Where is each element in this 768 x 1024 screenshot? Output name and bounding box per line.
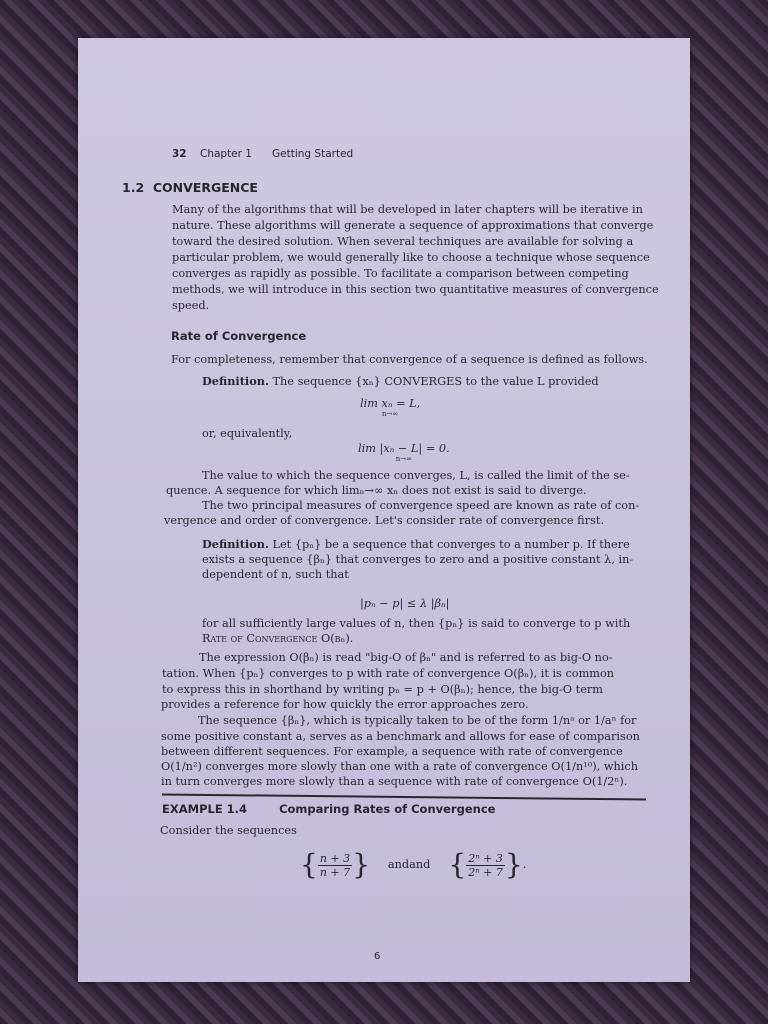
text-line: The value to which the sequence converges, L, is called the limit of the se-: [202, 469, 630, 482]
equation-limit-abs: lim |xₙ − L| = 0. n→∞: [358, 442, 450, 463]
chapter-label: Chapter 1: [199, 148, 252, 160]
definition-1: Definition. The sequence {xₙ} CONVERGES to the value L provided: [202, 374, 599, 388]
running-header: [172, 147, 353, 161]
equivalently-text: or, equivalently,: [202, 427, 293, 440]
section-heading: 1.2 CONVERGENCE: [122, 180, 258, 195]
text-line: Many of the algorithms that will be developed in later chapters will be iterative in: [172, 203, 643, 216]
text-line: nature. These algorithms will generate a sequence of approximations that converge: [172, 219, 654, 232]
text-line: The sequence {βₙ}, which is typically taken to be of the form 1/nᵃ or 1/aⁿ for: [198, 714, 637, 727]
text-line: dependent of n, such that: [202, 568, 349, 581]
equation-limit: lim xₙ = L, n→∞: [360, 397, 421, 418]
subsection-heading: Rate of Convergence: [171, 329, 307, 343]
completeness-text: For completeness, remember that convergence of a sequence is defined as follows.: [171, 353, 648, 366]
text-line: methods, we will introduce in this section two quantitative measures of convergence: [172, 283, 659, 296]
footer-page-number: 6: [374, 951, 381, 962]
chapter-title: Getting Started: [272, 148, 354, 160]
text-line: tation. When {pₙ} converges to p with rate of convergence O(βₙ), it is common: [162, 667, 615, 680]
text-line: provides a reference for how quickly the error approaches zero.: [161, 698, 529, 711]
example-sequences: { $\frac{n + 3}{n + 7}$ } andand { $\frac{\text{2ⁿ + 3}}{\text{2ⁿ + 7}}$ }.: [300, 848, 527, 881]
text-line: for all sufficiently large values of n, then {pₙ} is said to converge to p with: [202, 617, 631, 630]
text-line: The expression O(βₙ) is read "big-O of βₙ" and is referred to as big-O no-: [199, 651, 613, 664]
example-intro: Consider the sequences: [160, 824, 297, 837]
text-line: The two principal measures of convergence speed are known as rate of con-: [202, 499, 640, 512]
text-line: particular problem, we would generally like to choose a technique whose sequence: [172, 251, 650, 264]
text-line: in turn converges more slowly than a sequence with rate of convergence O(1/2ⁿ).: [161, 775, 628, 788]
text-line: to express this in shorthand by writing pₙ = p + O(βₙ); hence, the big-O term: [162, 683, 603, 696]
text-line: Rate of Convergence O(βₙ).: [202, 632, 354, 645]
text-line: quence. A sequence for which limₙ→∞ xₙ does not exist is said to diverge.: [166, 484, 587, 497]
text-line: speed.: [172, 299, 210, 312]
example-heading: EXAMPLE 1.4 Comparing Rates of Convergence: [162, 802, 496, 816]
text-line: exists a sequence {βₙ} that converges to zero and a positive constant λ, in-: [202, 553, 634, 566]
document-page: 32 Chapter 1 Getting Started 1.2 CONVERGENCE Many of the algorithms that will be developed in later chapters will be iterative in nature. These algorithms will generate a sequence of approximations that converge toward the desired solution. When several techniques are available for solving a particular problem, we would generally like to choose a technique whose sequence converges as rapidly as possible. To facilitate a comparison between competing methods, we will introduce in this section two quantitative measures of convergence speed. Rate of Convergence For completeness, remember that convergence of a sequence is defined as follows. Definition. The sequence {xₙ} CONVERGES to the value L provided lim xₙ = L, n→∞ or, equivalently, lim |xₙ − L| = 0. n→∞ The value to which the sequence converges, L, is called the limit of the se- quence. A sequence for which limₙ→∞ xₙ does not exist is said to diverge. The two principal measures of convergence speed are known as rate of con- vergence and order of convergence. Let's consider rate of convergence first. Definition. Let {pₙ} be a sequence that converges to a number p. If there exists a sequence {βₙ} that converges to zero and a positive constant λ, in- dependent of n, such that |pₙ − p| ≤ λ |βₙ| for all sufficiently large values of n, then {pₙ} is said to converge to p with Rate of Convergence O(βₙ). The expression O(βₙ) is read "big-O of βₙ" and is referred to as big-O no- tation. When {pₙ} converges to p with rate of convergence O(βₙ), it is common to express this in shorthand by writing pₙ = p + O(βₙ); hence, the big-O term provides a reference for how quickly the error approaches zero. The sequence {βₙ}, which is typically taken to be of the form 1/nᵃ or 1/aⁿ for some positive constant a, serves as a benchmark and allows for ease of comparison between different sequences. For example, a sequence with rate of convergence O(1/n²) converges more slowly than one with a rate of convergence O(1/n¹⁰), which in turn converges more slowly than a sequence with rate of convergence O(1/2ⁿ). EXAMPLE 1.4 Comparing Rates of Convergence Consider the sequences { $\frac{n + 3}{n + 7}$ } andand { $\frac{\text{2ⁿ + 3}}{\text{2ⁿ + 7}}$ }. 6: [78, 38, 690, 982]
text-line: toward the desired solution. When several techniques are available for solving a: [172, 235, 634, 248]
text-line: between different sequences. For example, a sequence with rate of convergence: [161, 745, 623, 758]
text-line: O(1/n²) converges more slowly than one with a rate of convergence O(1/n¹⁰), which: [161, 760, 639, 773]
text-line: converges as rapidly as possible. To facilitate a comparison between competing: [172, 267, 629, 280]
equation-rate: |pₙ − p| ≤ λ |βₙ|: [360, 597, 450, 610]
page-number: 32: [172, 148, 187, 160]
text-line: vergence and order of convergence. Let's consider rate of convergence first.: [164, 514, 605, 527]
text-line: some positive constant a, serves as a benchmark and allows for ease of comparison: [161, 730, 640, 743]
example-divider: [162, 793, 646, 800]
